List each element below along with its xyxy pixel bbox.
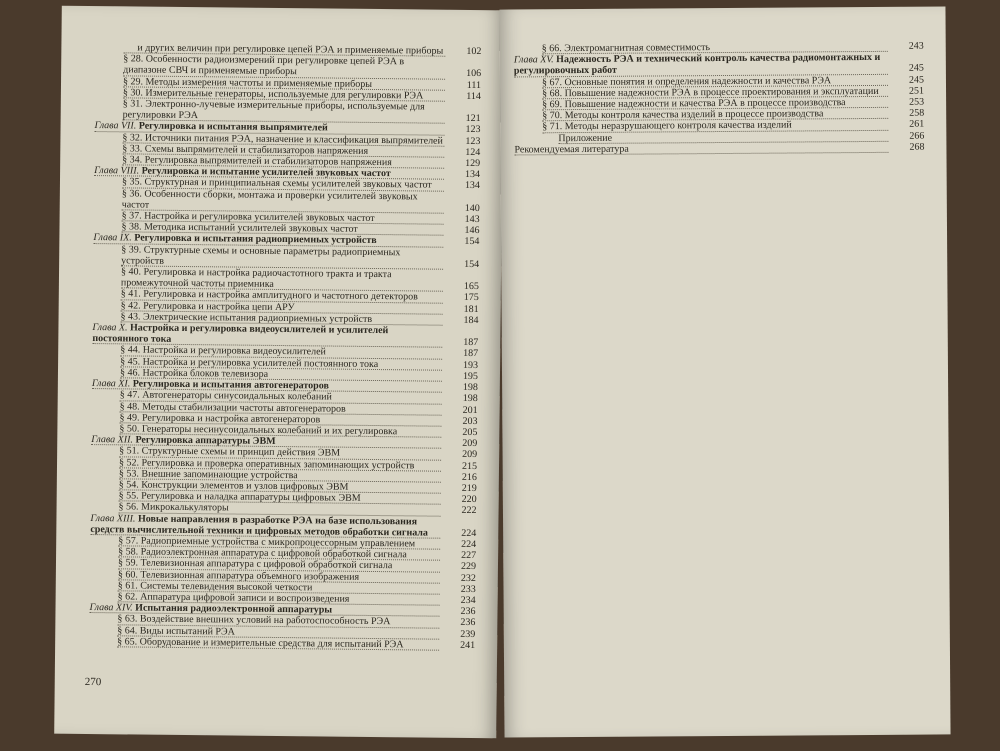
section-number: § 69. bbox=[542, 99, 563, 111]
page-ref: 253 bbox=[909, 96, 925, 108]
section-number: § 64. bbox=[117, 624, 138, 637]
section-number: § 32. bbox=[122, 131, 143, 144]
chapter-label: Глава XV. bbox=[513, 54, 554, 66]
entry-title: Внешние запоминающие устройства bbox=[141, 468, 298, 481]
chapter-entry bbox=[514, 52, 924, 77]
section-number: § 38. bbox=[121, 221, 142, 233]
page-ref: 229 bbox=[460, 561, 477, 573]
section-number: § 36. bbox=[121, 187, 142, 200]
entry-title: Приложение bbox=[558, 132, 613, 144]
section-number: § 47. bbox=[119, 389, 140, 401]
section-number: § 63. bbox=[117, 613, 138, 625]
page-ref: 236 bbox=[460, 617, 476, 629]
entry-title: Источники питания РЭА, назначение и классификация выпрямителей bbox=[144, 132, 443, 147]
page-ref: 258 bbox=[909, 107, 925, 119]
chapter-title: Регулировка и испытания автогенераторов bbox=[132, 378, 329, 392]
entry-title: Методы стабилизации частоты автогенераторов bbox=[142, 401, 346, 415]
page-ref: 201 bbox=[462, 404, 478, 416]
section-number: § 42. bbox=[120, 300, 141, 312]
page-ref: 234 bbox=[460, 594, 476, 607]
entry-title: Телевизионная аппаратура с цифровой обработкой сигнала bbox=[140, 557, 393, 572]
page-ref: 165 bbox=[463, 281, 479, 293]
page-ref: 154 bbox=[464, 258, 480, 270]
section-number: § 41. bbox=[120, 288, 141, 301]
chapter-label: Глава XI. bbox=[91, 378, 131, 390]
entry-title: Измерительные генераторы, используемые для регулировки РЭА bbox=[145, 87, 424, 102]
chapter-title: Регулировка и испытание усилителей звуковых частот bbox=[141, 165, 391, 180]
page-ref: 195 bbox=[462, 370, 479, 382]
page-ref: 181 bbox=[463, 303, 479, 315]
entry-title: Регулировка и настройка радиочастотного тракта и тракта промежуточной частоты приемника bbox=[120, 266, 392, 291]
chapter-label: Глава X. bbox=[92, 322, 128, 334]
page-ref: 111 bbox=[466, 79, 482, 91]
section-number: § 57. bbox=[118, 535, 139, 547]
entry-title: Особенности радиоизмерений при регулировке цепей РЭА в диапазоне СВЧ и применяемые приборы bbox=[123, 53, 405, 78]
chapter-label: Глава IX. bbox=[93, 232, 132, 244]
page-ref: 114 bbox=[466, 90, 481, 102]
section-number: § 56. bbox=[118, 501, 139, 513]
chapter-label: Глава XIII. bbox=[90, 512, 136, 525]
entry-title: Воздействие внешних условий на работоспособность РЭА bbox=[139, 613, 391, 628]
section-number: § 60. bbox=[117, 568, 138, 581]
page-ref: 241 bbox=[460, 639, 476, 651]
chapter-title: Настройка и регулировка видеоусилителей и усилителей постоянного тока bbox=[92, 322, 389, 346]
section-number: § 49. bbox=[119, 412, 140, 424]
page-ref: 216 bbox=[461, 471, 477, 483]
section-number: § 46. bbox=[119, 367, 141, 379]
page-ref: 134 bbox=[465, 169, 481, 181]
entry-title: Структурные схемы и основные параметры радиоприемных устройств bbox=[121, 244, 401, 267]
entry-title: Структурная и принципиальная схемы усилителей звуковых частот bbox=[144, 177, 432, 192]
right-toc bbox=[514, 41, 925, 156]
section-number: § 68. bbox=[542, 87, 563, 100]
page-ref: 129 bbox=[465, 157, 481, 170]
page-ref: 261 bbox=[909, 119, 925, 131]
entry-title: Основные понятия и определения надежности и качества РЭА bbox=[564, 74, 832, 88]
entry-title: Методы измерения частоты и применяемые приборы bbox=[145, 76, 373, 90]
section-number: § 51. bbox=[119, 445, 140, 457]
entry-title: Виды испытаний РЭА bbox=[139, 625, 235, 638]
entry-title: Методы контроля качества изделий в процессе производства bbox=[564, 108, 824, 122]
section-number: § 35. bbox=[121, 176, 143, 188]
page-ref: 243 bbox=[908, 40, 924, 52]
entry-title: Электрические испытания радиоприемных устройств bbox=[143, 311, 373, 325]
entry-title: Настройка и регулировка усилителей звуковых частот bbox=[144, 210, 375, 225]
entry-title: Структурные схемы и принцип действия ЭВМ bbox=[141, 445, 341, 459]
page-ref: 245 bbox=[908, 74, 925, 86]
section-number: § 29. bbox=[122, 75, 144, 88]
entry-title: Настройка и регулировка усилителей постоянного тока bbox=[142, 356, 379, 370]
page-ref: 198 bbox=[462, 382, 478, 394]
chapter-label: Глава XIV. bbox=[89, 602, 133, 614]
page-ref: 205 bbox=[462, 426, 478, 438]
chapter-label: Глава VIII. bbox=[94, 165, 140, 177]
page-ref: 233 bbox=[460, 583, 476, 595]
section-number: § 61. bbox=[117, 580, 138, 592]
chapter-label: Глава VII. bbox=[94, 120, 137, 132]
section-number: § 59. bbox=[117, 557, 139, 569]
page-ref: 184 bbox=[463, 314, 479, 326]
section-number: § 54. bbox=[118, 479, 139, 491]
section-number: § 43. bbox=[120, 311, 141, 323]
entry-title: Радиоприемные устройства с микропроцессорным управлением bbox=[140, 535, 416, 550]
entry-title: Регулировка и настройка амплитудного и частотного детекторов bbox=[143, 289, 418, 303]
entry-title: Настройка и регулировка видеоусилителей bbox=[142, 345, 326, 358]
page-ref: 193 bbox=[463, 359, 479, 371]
page-ref: 146 bbox=[464, 225, 480, 237]
page-ref: 102 bbox=[466, 45, 482, 58]
entry-title: Электронно-лучевые измерительные приборы, используемые для регулировки РЭА bbox=[122, 98, 425, 122]
page-ref: 268 bbox=[909, 141, 925, 153]
entry-title: Системы телевидения высокой четкости bbox=[140, 580, 313, 594]
entry-title: и других величин при регулировке цепей РЭА и применяемые приборы bbox=[137, 42, 444, 57]
entry-title: Регулировка выпрямителей и стабилизаторов напряжения bbox=[144, 154, 392, 169]
entry-title: Рекомендуемая литература bbox=[514, 143, 629, 156]
section-number: § 30. bbox=[122, 87, 143, 99]
entry-title: Телевизионная аппаратура объемного изображения bbox=[140, 569, 360, 583]
section-number: § 48. bbox=[119, 400, 140, 413]
page-number: 270 bbox=[84, 675, 102, 689]
section-number: § 39. bbox=[121, 243, 142, 256]
entry-title: Генераторы несинусоидальных колебаний и их регулировка bbox=[141, 423, 398, 438]
section-number: § 45. bbox=[120, 356, 141, 368]
entry-title: Повышение надежности РЭА в процессе проектирования и эксплуатации bbox=[564, 85, 879, 99]
section-number: § 28. bbox=[123, 53, 144, 65]
page-ref: 232 bbox=[460, 572, 476, 584]
page-ref: 134 bbox=[464, 180, 481, 192]
page-ref: 140 bbox=[464, 202, 480, 214]
section-number: § 37. bbox=[121, 210, 142, 222]
right-page bbox=[499, 6, 950, 737]
page-ref: 187 bbox=[463, 348, 479, 360]
entry-title: Схемы выпрямителей и стабилизаторов напряжения bbox=[144, 143, 369, 157]
section-number: § 40. bbox=[120, 266, 142, 278]
section-number: § 67. bbox=[541, 76, 563, 88]
entry-title: Регулировка и настройка автогенераторов bbox=[141, 412, 321, 426]
page-ref: 124 bbox=[465, 146, 481, 158]
page-ref: 236 bbox=[460, 606, 476, 618]
entry-title: Автогенераторы синусоидальных колебаний bbox=[142, 389, 332, 403]
section-number: § 53. bbox=[118, 468, 139, 480]
section-number: § 55. bbox=[118, 490, 139, 502]
entry-title: Оборудование и измерительные средства для испытаний РЭА bbox=[139, 636, 404, 651]
entry-title: Регулировка и настройка цепи АРУ bbox=[143, 300, 295, 313]
chapter-title: Регулировка аппаратуры ЭВМ bbox=[135, 434, 276, 448]
entry-title: Микрокалькуляторы bbox=[141, 501, 229, 514]
chapter-title: Надежность РЭА и технический контроль качества радиомонтажных и регулировочных работ bbox=[513, 52, 881, 77]
section-number: § 66. bbox=[541, 43, 562, 55]
entry-title: Особенности сборки, монтажа и проверки усилителей звуковых частот bbox=[121, 188, 418, 211]
section-number: § 31. bbox=[122, 98, 143, 110]
page-ref: 251 bbox=[909, 85, 925, 97]
page-ref: 266 bbox=[909, 130, 925, 142]
page-ref: 154 bbox=[464, 236, 480, 248]
page-ref: 215 bbox=[461, 460, 478, 472]
chapter-title: Новые направления в разработке РЭА на базе использования средств вычислительной техники и цифровых методов обработки сигнала bbox=[90, 513, 429, 539]
section-number: § 62. bbox=[117, 591, 138, 603]
section-number: § 33. bbox=[122, 143, 143, 155]
page-ref: 198 bbox=[462, 393, 478, 405]
page-ref: 245 bbox=[908, 63, 924, 75]
chapter-title: Регулировка и испытания радиоприемных устройств bbox=[134, 232, 377, 247]
page-ref: 222 bbox=[461, 505, 477, 517]
section-number: § 71. bbox=[542, 121, 563, 133]
page-ref: 209 bbox=[462, 449, 478, 461]
page-ref: 143 bbox=[464, 213, 480, 226]
entry-title: Радиоэлектронная аппаратура с цифровой обработкой сигнала bbox=[140, 546, 407, 561]
section-number: § 44. bbox=[120, 344, 141, 357]
section-number: § 65. bbox=[117, 636, 138, 648]
entry-title: Методы неразрушающего контроля качества изделий bbox=[564, 119, 792, 133]
page-ref: 106 bbox=[466, 68, 482, 80]
page-ref: 219 bbox=[461, 482, 477, 494]
entry-title: Регулировка и наладка аппаратуры цифровых ЭВМ bbox=[141, 490, 361, 504]
entry-title: Настройка блоков телевизора bbox=[142, 367, 269, 380]
entry-title: Регулировка и проверка оперативных запоминающих устройств bbox=[141, 457, 415, 471]
chapter-title: Испытания радиоэлектронной аппаратуры bbox=[135, 602, 333, 616]
page-ref: 209 bbox=[462, 438, 478, 450]
page-ref: 187 bbox=[463, 337, 479, 349]
chapter-title: Регулировка и испытания выпрямителей bbox=[138, 120, 328, 134]
left-toc bbox=[89, 42, 481, 651]
entry-title: Электромагнитная совместимость bbox=[564, 42, 711, 55]
chapter-label: Глава XII. bbox=[91, 434, 134, 446]
page-ref: 220 bbox=[461, 494, 477, 506]
page-ref: 121 bbox=[465, 113, 481, 125]
toc-entry bbox=[514, 141, 924, 155]
page-ref: 239 bbox=[460, 628, 476, 640]
section-number: § 58. bbox=[118, 546, 139, 558]
section-number: § 52. bbox=[118, 456, 140, 469]
section-number: § 50. bbox=[119, 423, 140, 435]
entry-title: Повышение надежности и качества РЭА в процессе производства bbox=[564, 97, 846, 111]
page-ref: 203 bbox=[462, 415, 478, 427]
page-ref: 224 bbox=[461, 538, 477, 551]
page-ref: 227 bbox=[461, 550, 477, 562]
entry-title: Аппаратура цифровой записи и воспроизведения bbox=[140, 591, 350, 605]
left-page bbox=[54, 6, 504, 739]
section-number: § 70. bbox=[542, 110, 563, 122]
page-ref: 123 bbox=[465, 124, 481, 136]
page-ref: 123 bbox=[465, 135, 481, 147]
entry-title: Конструкции элементов и узлов цифровых ЭВМ bbox=[141, 479, 349, 493]
section-number: § 34. bbox=[122, 154, 143, 166]
entry-title: Методика испытаний усилителей звуковых частот bbox=[143, 221, 358, 236]
page-ref: 224 bbox=[461, 527, 477, 539]
page-ref: 175 bbox=[463, 292, 479, 304]
